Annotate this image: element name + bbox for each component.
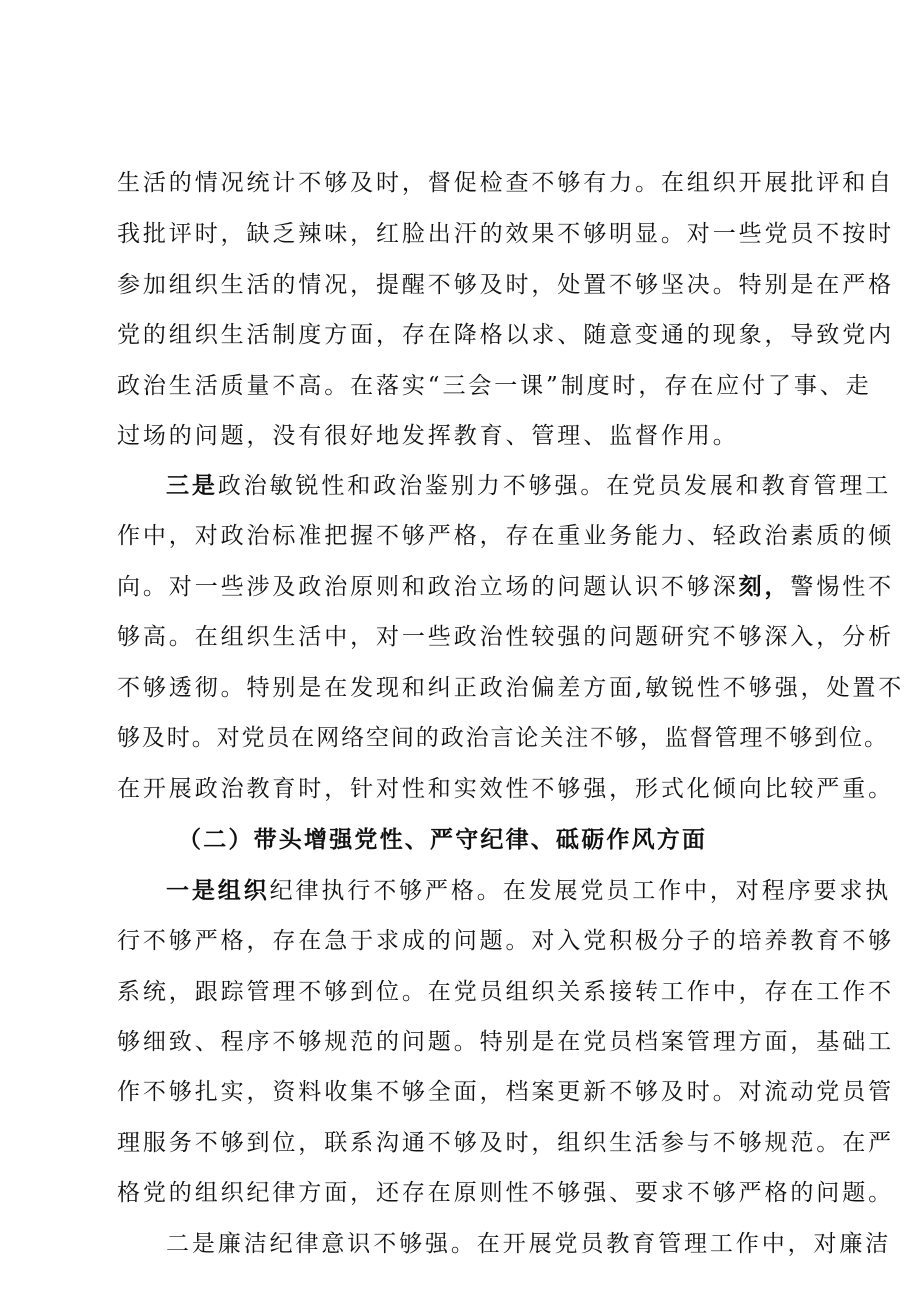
- paragraph-line: [117, 572, 895, 602]
- paragraph-line: 不够透彻。特别是在发现和纠正政治偏差方面,敏锐性不够强，处置不: [117, 675, 905, 701]
- emphasis-text: 刻，: [738, 573, 791, 600]
- paragraph-line: 党的组织生活制度方面，存在降格以求、随意变通的现象，导致党内: [117, 322, 894, 348]
- paragraph-text: 政治敏锐性和政治鉴别力不够强。在党员发展和教育管理工: [217, 473, 892, 499]
- paragraph-line: 生活的情况统计不够及时，督促检查不够有力。在组织开展批评和自: [117, 170, 894, 196]
- paragraph-line: 作不够扎实，资料收集不够全面，档案更新不够及时。对流动党员管: [117, 1079, 894, 1105]
- paragraph-line: 政治生活质量不高。在落实“三会一课”制度时，存在应付了事、走: [117, 373, 872, 399]
- paragraph-line: 够细致、程序不够规范的问题。特别是在党员档案管理方面，基础工: [117, 1029, 894, 1055]
- paragraph-text: 警惕性不: [790, 574, 895, 600]
- paragraph-line: 过场的问题，没有很好地发挥教育、管理、监督作用。: [117, 423, 739, 449]
- paragraph-text: 纪律执行不够严格。在发展党员工作中，对程序要求执: [269, 878, 892, 904]
- paragraph-first-line: [166, 876, 892, 906]
- paragraph-line: 在开展政治教育时，针对性和实效性不够强，形式化倾向比较严重。: [117, 776, 894, 802]
- paragraph-line: 系统，跟踪管理不够到位。在党员组织关系接转工作中，存在工作不: [117, 979, 894, 1005]
- paragraph-line: 理服务不够到位，联系沟通不够及时，组织生活参与不够规范。在严: [117, 1130, 894, 1156]
- paragraph-line: 格党的组织纪律方面，还存在原则性不够强、要求不够严格的问题。: [117, 1180, 894, 1206]
- paragraph-first-line: 二是廉洁纪律意识不够强。在开展党员教育管理工作中，对廉洁: [166, 1231, 892, 1257]
- paragraph-line: 作中，对政治标准把握不够严格，存在重业务能力、轻政治素质的倾: [117, 523, 894, 549]
- section-heading: （二）带头增强党性、严守纪律、砥砺作风方面: [178, 827, 708, 853]
- paragraph-line: 够高。在组织生活中，对一些政治性较强的问题研究不够深入，分析: [117, 624, 894, 650]
- paragraph-line: 参加组织生活的情况，提醒不够及时，处置不够坚决。特别是在严格: [117, 272, 894, 298]
- paragraph-line: 我批评时，缺乏辣味，红脸出汗的效果不够明显。对一些党员不按时: [117, 221, 894, 247]
- paragraph-first-line: [166, 471, 892, 501]
- paragraph-lead: 三是: [166, 472, 218, 499]
- paragraph-text: 向。对一些涉及政治原则和政治立场的问题认识不够深: [117, 574, 739, 600]
- paragraph-line: 行不够严格，存在急于求成的问题。对入党积极分子的培养教育不够: [117, 928, 894, 954]
- paragraph-lead: 一是组织: [166, 877, 270, 904]
- paragraph-line: 够及时。对党员在网络空间的政治言论关注不够，监督管理不够到位。: [117, 725, 889, 751]
